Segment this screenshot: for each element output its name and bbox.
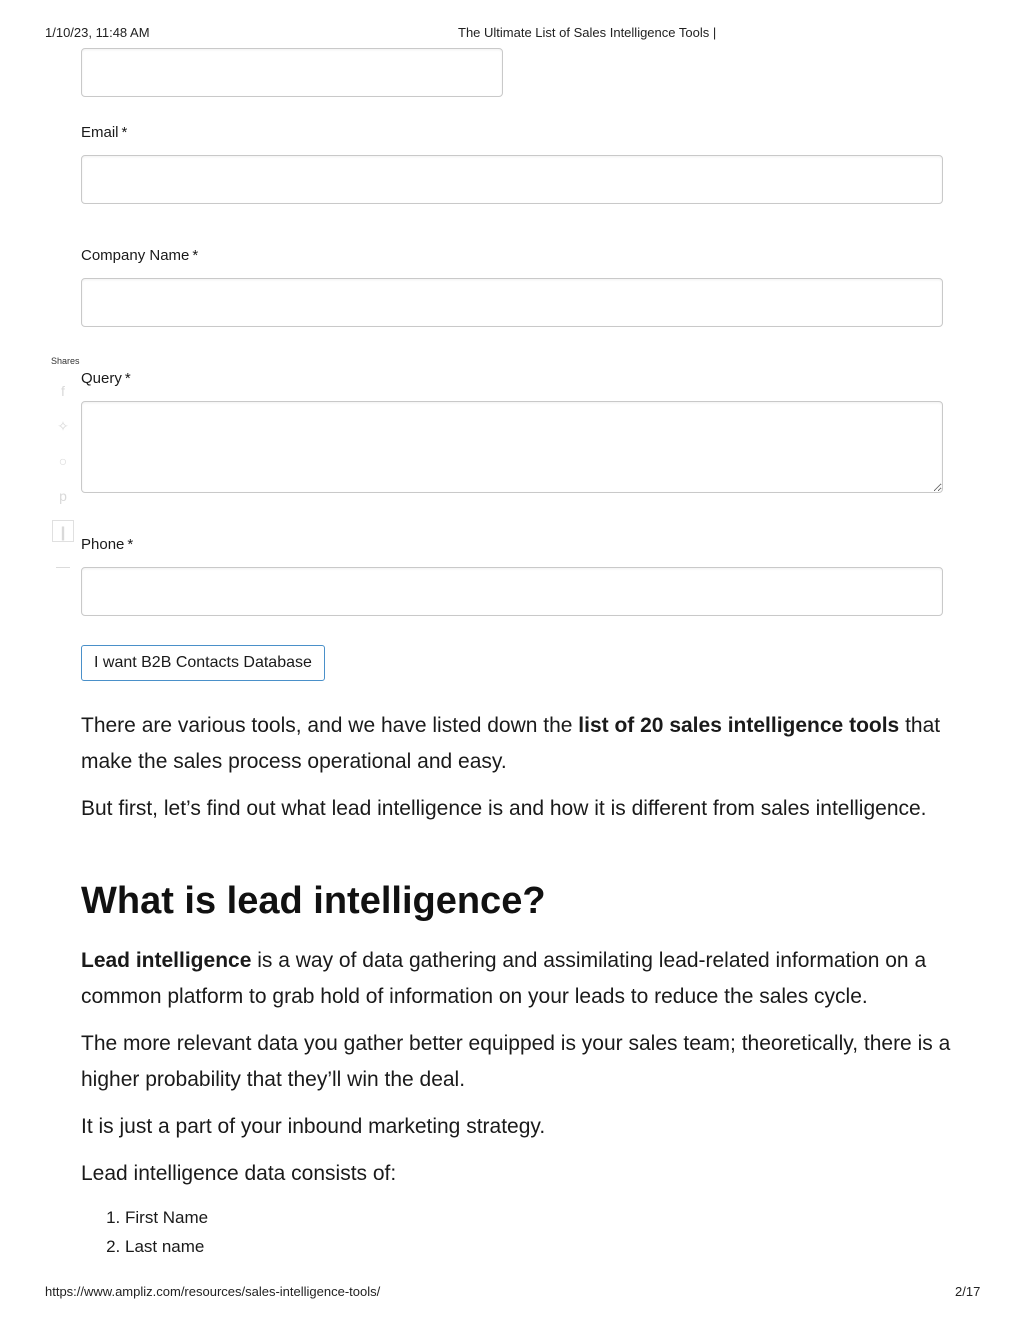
email-label: Email * <box>81 124 128 141</box>
whatsapp-icon[interactable]: ○ <box>58 453 68 469</box>
required-mark: * <box>121 124 128 141</box>
required-mark: * <box>127 536 134 553</box>
query-field[interactable] <box>81 401 943 493</box>
phone-label: Phone * <box>81 536 134 553</box>
print-url: https://www.ampliz.com/resources/sales-intelligence-tools/ <box>45 1284 381 1299</box>
share-rail <box>52 380 76 590</box>
b2b-contacts-button[interactable]: I want B2B Contacts Database <box>81 645 325 681</box>
company-name-field[interactable] <box>81 278 943 327</box>
print-page-title: The Ultimate List of Sales Intelligence Tools | <box>458 25 717 40</box>
facebook-icon[interactable]: f <box>61 383 65 399</box>
print-datetime: 1/10/23, 11:48 AM <box>45 25 150 40</box>
name-field[interactable] <box>81 48 503 97</box>
more-icon[interactable]: — <box>56 558 70 574</box>
company-name-label: Company Name * <box>81 247 199 264</box>
pinterest-icon[interactable]: p <box>59 488 67 504</box>
list-item: 1. First Name <box>125 1203 208 1232</box>
phone-field[interactable] <box>81 567 943 616</box>
print-page-number: 2/17 <box>955 1284 981 1299</box>
data-intro-paragraph: Lead intelligence data consists of: <box>81 1162 397 1185</box>
lead-data-list <box>81 1203 208 1261</box>
list-item: 2. Last name <box>125 1232 208 1261</box>
strategy-paragraph: It is just a part of your inbound marketing strategy. <box>81 1115 546 1138</box>
required-mark: * <box>124 370 131 387</box>
query-label: Query * <box>81 370 131 387</box>
email-field[interactable] <box>81 155 943 204</box>
section-heading: What is lead intelligence? <box>81 880 546 922</box>
required-mark: * <box>192 247 199 264</box>
intro-paragraph: There are various tools, and we have listed down the list of 20 sales intelligence tools that make the sales process operational and easy. <box>81 714 941 773</box>
shares-label: Shares <box>51 356 80 366</box>
relevance-paragraph: The more relevant data you gather better equipped is your sales team; theoretically, there is a higher probability that they’ll win the deal. <box>81 1032 951 1091</box>
chart-icon[interactable]: ❙ <box>52 520 74 542</box>
definition-paragraph: Lead intelligence is a way of data gathering and assimilating lead-related information on a common platform to grab hold of information on your leads to reduce the sales cycle. <box>81 949 927 1008</box>
transition-paragraph: But first, let’s find out what lead intelligence is and how it is different from sales intelligence. <box>81 797 927 820</box>
twitter-icon[interactable]: ✧ <box>57 418 69 434</box>
